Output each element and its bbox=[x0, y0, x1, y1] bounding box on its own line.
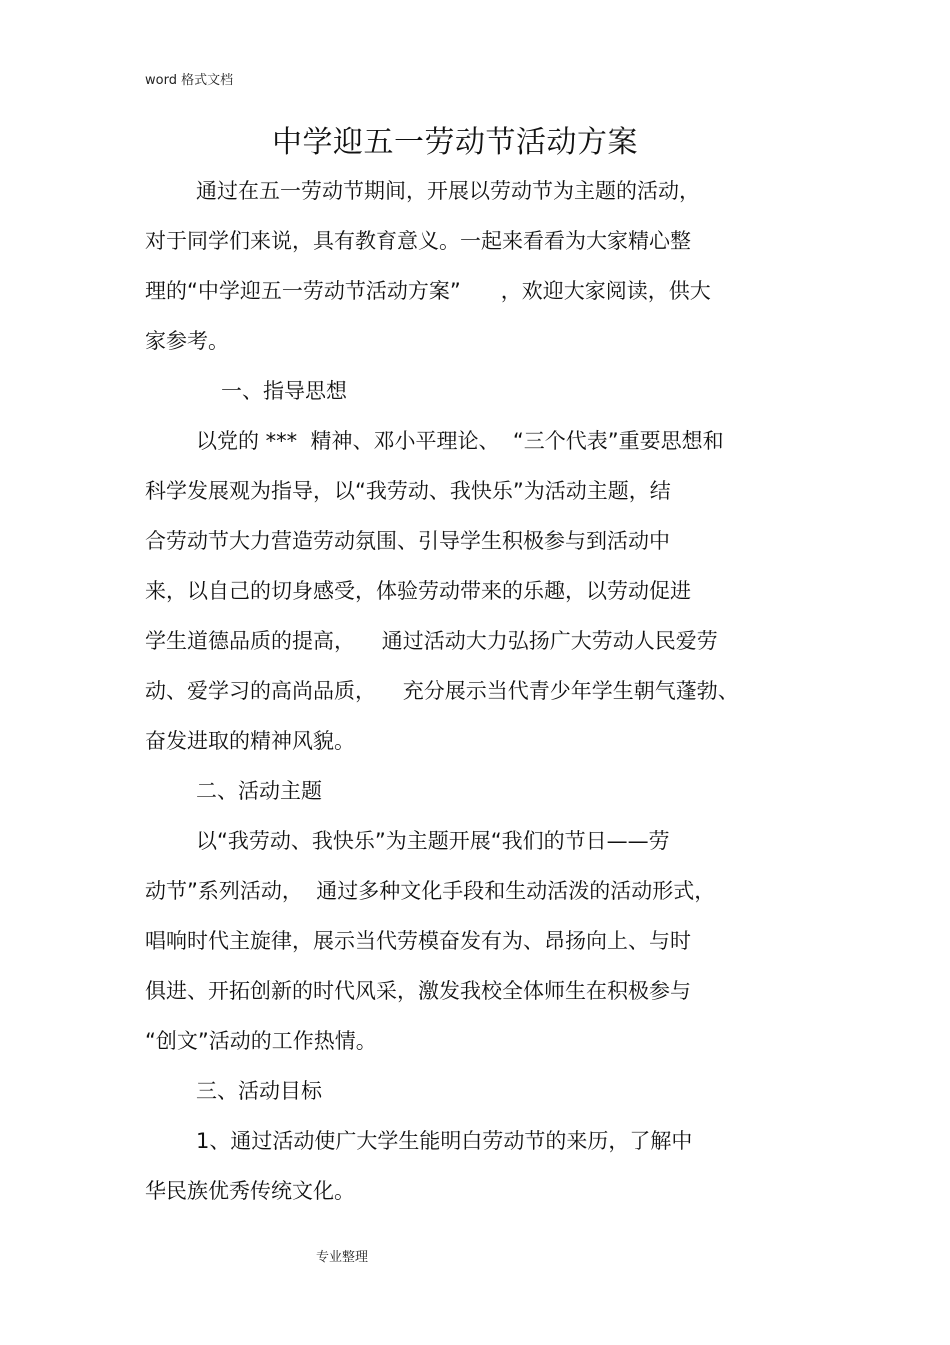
section-heading-goals: 三、活动目标 bbox=[196, 1079, 322, 1103]
body-line-4: 家参考。 bbox=[145, 329, 229, 353]
body-line-8: 合劳动节大力营造劳动氛围、引导学生积极参与到活动中 bbox=[145, 529, 670, 553]
section-heading-theme: 二、活动主题 bbox=[196, 779, 322, 803]
body-line-9: 来，以自己的切身感受，体验劳动带来的乐趣，以劳动促进 bbox=[145, 579, 691, 603]
body-line-10: 学生道德品质的提高， 通过活动大力弘扬广大劳动人民爱劳 bbox=[145, 629, 718, 653]
body-line-3: 理的“中学迎五一劳动节活动方案” ，欢迎大家阅读，供大 bbox=[145, 279, 711, 303]
body-line-14: 以“我劳动、我快乐”为主题开展“我们的节日——劳 bbox=[196, 829, 670, 853]
body-line-11: 动、爱学习的高尚品质， 充分展示当代青少年学生朝气蓬勃、 bbox=[145, 679, 739, 703]
section-heading-guidance: 一、指导思想 bbox=[221, 379, 347, 403]
body-line-16: 唱响时代主旋律，展示当代劳模奋发有为、昂扬向上、与时 bbox=[145, 929, 691, 953]
body-line-17: 俱进、开拓创新的时代风采，激发我校全体师生在积极参与 bbox=[145, 979, 691, 1003]
body-line-1: 通过在五一劳动节期间，开展以劳动节为主题的活动， bbox=[196, 179, 700, 203]
body-line-18: “创文”活动的工作热情。 bbox=[145, 1029, 377, 1053]
page-footer: 专业整理 bbox=[316, 1250, 369, 1265]
body-line-2: 对于同学们来说，具有教育意义。一起来看看为大家精心整 bbox=[145, 229, 691, 253]
body-line-15: 动节”系列活动， 通过多种文化手段和生动活泼的活动形式， bbox=[145, 879, 716, 903]
body-line-21: 华民族优秀传统文化。 bbox=[145, 1179, 355, 1203]
body-line-20: 1、通过活动使广大学生能明白劳动节的来历，了解中 bbox=[196, 1129, 693, 1153]
body-line-6: 以党的 *** 精神、邓小平理论、 “三个代表”重要思想和 bbox=[196, 429, 724, 453]
page-header: word 格式文档 bbox=[145, 73, 234, 88]
body-line-7: 科学发展观为指导，以“我劳动、我快乐”为活动主题，结 bbox=[145, 479, 671, 503]
body-line-12: 奋发进取的精神风貌。 bbox=[145, 729, 355, 753]
document-title: 中学迎五一劳动节活动方案 bbox=[272, 125, 638, 160]
